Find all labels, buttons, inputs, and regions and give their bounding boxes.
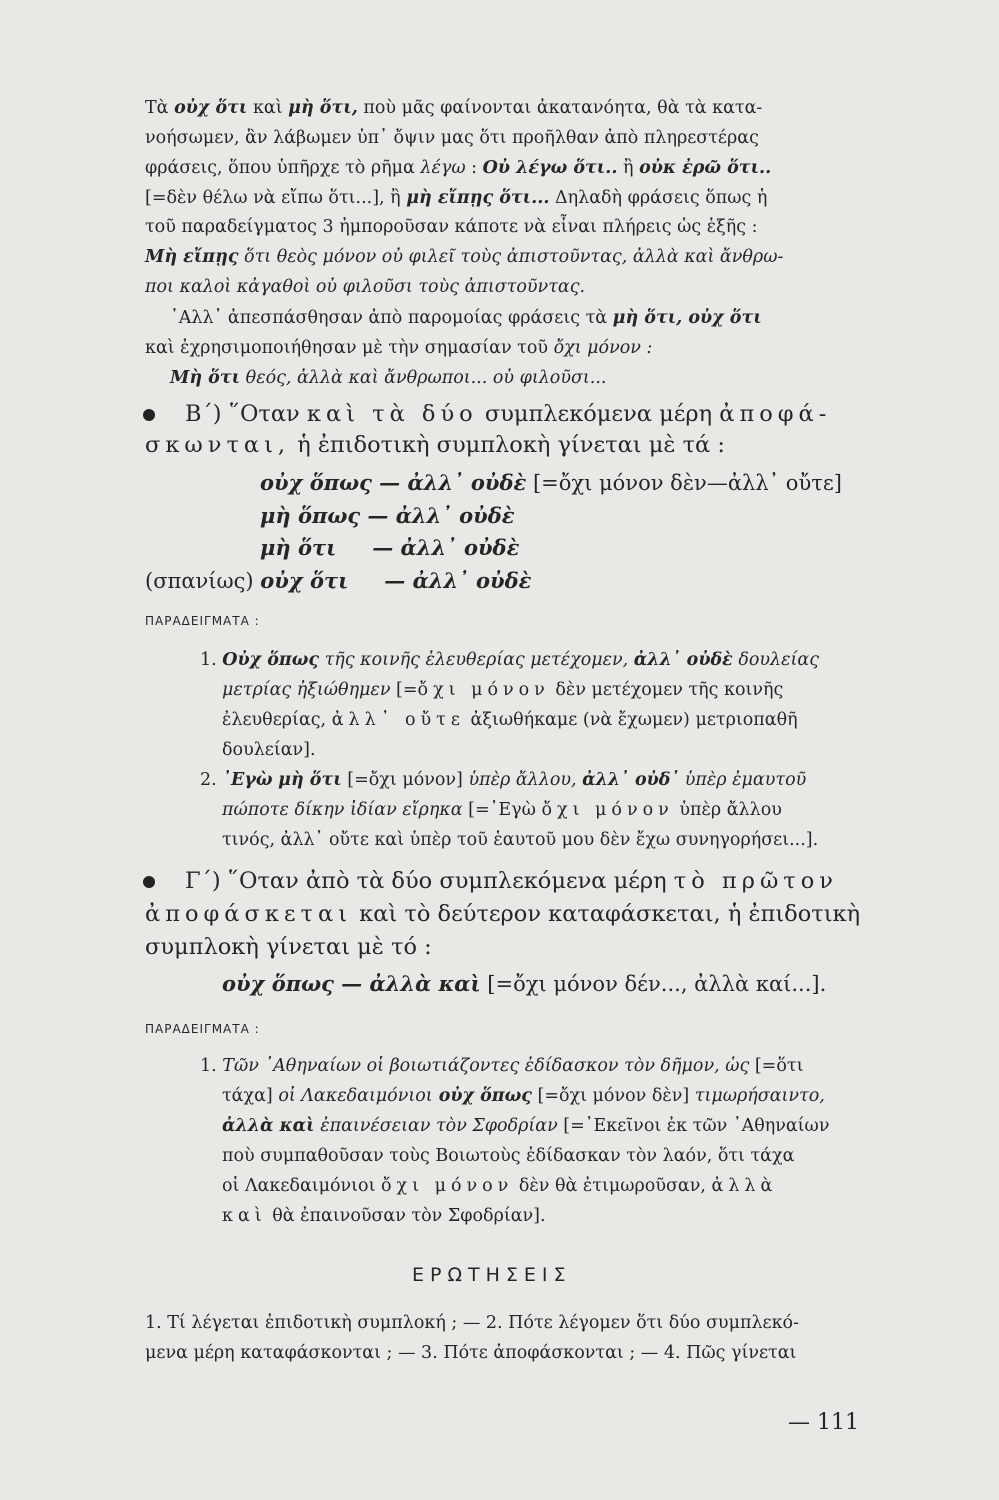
section-b-line-1 bbox=[185, 401, 831, 427]
examples-label-c: ΠΑΡΑΔΕΙΓΜΑΤΑ : bbox=[145, 1022, 260, 1036]
emphasis: μὴ ὅτι bbox=[278, 770, 342, 790]
example-c1-line-2 bbox=[222, 1086, 825, 1106]
text: Τὰ bbox=[145, 98, 175, 118]
emphasis: Μὴ ὅτι bbox=[170, 368, 241, 388]
text: 1. bbox=[200, 1056, 223, 1076]
text: πώποτε δίκην ἰδίαν εἴρηκα bbox=[222, 800, 463, 820]
emphasis: οὐκ ἐρῶ ὅτι.. bbox=[639, 158, 772, 178]
spaced-emphasis: ὄχι μόνον bbox=[381, 1176, 514, 1196]
section-b-line-2 bbox=[145, 432, 725, 458]
text: οἱ Λακεδαιμόνιοι bbox=[278, 1086, 433, 1106]
emphasis: Οὐχ ὅπως bbox=[222, 650, 320, 670]
formula: — ἀλλ᾿ οὐδὲ bbox=[384, 568, 532, 593]
spaced-emphasis: τὸ πρῶτον bbox=[673, 868, 838, 894]
para1-line-7: ποι καλοὶ κἀγαθοὶ οὐ φιλοῦσι τοὺς ἀπιστοῦντας. bbox=[145, 277, 586, 297]
spaced-emphasis: ἀποφάσκεται bbox=[145, 901, 353, 927]
spaced-emphasis: ἀλλ᾿ οὔτε bbox=[331, 710, 465, 730]
para1-line-2: νοήσωμεν, ἂν λάβωμεν ὑπ᾿ ὄψιν μας ὅτι προῆλθαν ἀπὸ πληρεστέρας bbox=[145, 128, 759, 148]
spaced-emphasis: ἀλλὰ bbox=[711, 1176, 778, 1196]
text: Δηλαδὴ φράσεις ὅπως ἡ bbox=[549, 188, 768, 208]
text: 1. bbox=[200, 650, 223, 670]
example-c1-line-1 bbox=[200, 1056, 803, 1076]
example-b1-line-3 bbox=[222, 710, 798, 730]
text: Β΄) ῞Οταν bbox=[185, 401, 307, 427]
text: [= bbox=[390, 680, 418, 700]
text: ὑπὲρ ἄλλου bbox=[673, 800, 782, 820]
formula: οὐχ ὅπως — ἀλλὰ καὶ bbox=[222, 971, 481, 996]
text: τάχα] bbox=[222, 1086, 279, 1106]
section-c-line-1 bbox=[185, 868, 838, 894]
text: καὶ ἐχρησιμοποιήθησαν μὲ τὴν σημασίαν τοῦ bbox=[145, 338, 554, 358]
example-b2-line-2 bbox=[222, 800, 782, 820]
text: δὲν θὰ ἐτιμωροῦσαν, bbox=[513, 1176, 712, 1196]
emphasis: ἀλλ᾿ οὐδ᾿ bbox=[582, 770, 680, 790]
example-c1-line-5 bbox=[222, 1176, 777, 1196]
text: τῆς κοινῆς ἐλευθερίας μετέχομεν, bbox=[319, 650, 634, 670]
formula-b-1 bbox=[260, 470, 842, 495]
text: ὑπὲρ ἐμαυτοῦ bbox=[679, 770, 807, 790]
para1-line-4 bbox=[145, 188, 767, 208]
formula: — ἀλλ᾿ οὐδὲ bbox=[372, 535, 520, 560]
page-number: — 111 bbox=[788, 1410, 859, 1435]
example-b1-line-2 bbox=[222, 680, 783, 700]
formula: οὐχ ὅπως — ἀλλ᾿ οὐδὲ bbox=[260, 470, 527, 495]
text: τιμωρήσαιντο, bbox=[694, 1086, 825, 1106]
bullet-icon bbox=[143, 876, 155, 888]
text: ἡ ἐπιδοτικὴ συμπλοκὴ γίνεται μὲ τά : bbox=[290, 432, 725, 458]
examples-label-b: ΠΑΡΑΔΕΙΓΜΑΤΑ : bbox=[145, 614, 260, 628]
formula: οὐχ ὅτι bbox=[260, 568, 349, 593]
text: [=ὄχι μόνον δὲν] bbox=[531, 1086, 695, 1106]
text: θεός, ἀλλὰ καὶ ἄνθρωποι... οὐ φιλοῦσι... bbox=[240, 368, 607, 388]
formula-b-2: μὴ ὅπως — ἀλλ᾿ οὐδὲ bbox=[260, 503, 515, 528]
text: (σπανίως) bbox=[145, 569, 261, 593]
text: [=᾿Εκεῖνοι ἐκ τῶν ᾿Αθηναίων bbox=[557, 1116, 830, 1136]
gloss: [=ὄχι μόνον δέν..., ἀλλὰ καί...]. bbox=[480, 972, 827, 996]
section-c-line-3: συμπλοκὴ γίνεται μὲ τό : bbox=[145, 934, 432, 960]
text: καὶ bbox=[247, 98, 289, 118]
text: ἀξιωθήκαμε (νὰ ἔχωμεν) μετριοπαθῆ bbox=[464, 710, 798, 730]
text: [=ὅτι bbox=[749, 1056, 804, 1076]
emphasis: οὐχ ὅπως bbox=[432, 1086, 532, 1106]
questions-line-2: μενα μέρη καταφάσκονται ; — 3. Πότε ἀποφάσκονται ; — 4. Πῶς γίνεται bbox=[145, 1343, 797, 1363]
spaced-emphasis: καὶ bbox=[222, 1206, 267, 1226]
emphasis: Οὐ λέγω ὅτι.. bbox=[482, 158, 618, 178]
para2-line-3 bbox=[170, 368, 606, 388]
text: ὅτι θεὸς μόνον οὐ φιλεῖ τοὺς ἀπιστοῦντας, ἀλλὰ καὶ ἄνθρω- bbox=[238, 247, 784, 267]
text: μετρίας ἠξιώθημεν bbox=[222, 680, 391, 700]
section-c-line-2 bbox=[145, 901, 860, 927]
spaced-emphasis: καὶ τὰ δύο bbox=[306, 401, 478, 427]
emphasis: μὴ ὅτι, οὐχ ὅτι bbox=[612, 308, 762, 328]
example-c1-line-4: ποὺ συμπαθοῦσαν τοὺς Βοιωτοὺς ἐδίδασκαν τὸν λαόν, ὅτι τάχα bbox=[222, 1146, 795, 1166]
emphasis: μὴ εἴπῃς ὅτι... bbox=[406, 188, 550, 208]
text: θὰ ἐπαινοῦσαν τὸν Σφοδρίαν]. bbox=[266, 1206, 546, 1226]
emphasis: Μὴ εἴπῃς bbox=[145, 247, 239, 267]
text: ὑπὲρ ἄλλου, bbox=[468, 770, 583, 790]
bullet-icon bbox=[143, 409, 155, 421]
example-c1-line-3 bbox=[222, 1116, 829, 1136]
text: ἐπαινέσειαν τὸν Σφοδρίαν bbox=[314, 1116, 558, 1136]
questions-line-1: 1. Τί λέγεται ἐπιδοτικὴ συμπλοκή ; — 2. Πότε λέγομεν ὅτι δύο συμπλεκό- bbox=[145, 1313, 799, 1333]
text: ἢ bbox=[617, 158, 640, 178]
example-c1-line-6 bbox=[222, 1206, 546, 1226]
text: Γ΄) ῞Οταν ἀπὸ τὰ δύο συμπλεκόμενα μέρη bbox=[185, 868, 674, 894]
formula-c-1 bbox=[222, 971, 826, 996]
example-b2-line-3: τινός, ἀλλ᾿ οὔτε καὶ ὑπὲρ τοῦ ἑαυτοῦ μου δὲν ἔχω συνηγορήσει...]. bbox=[222, 830, 819, 850]
para2-line-1 bbox=[170, 308, 762, 328]
text: Τῶν ᾿Αθηναίων οἱ βοιωτιάζοντες ἐδίδασκον τὸν δῆμον, ὡς bbox=[222, 1056, 750, 1076]
emphasis: οὐχ ὅτι bbox=[174, 98, 248, 118]
para1-line-3 bbox=[145, 158, 771, 178]
example-b1-line-4: δουλείαν]. bbox=[222, 740, 316, 760]
emphasis: ὄχι μόνον : bbox=[553, 338, 653, 358]
spaced-emphasis: ὄχι μόνον bbox=[541, 800, 674, 820]
spaced-emphasis: ὄχι μόνον bbox=[417, 680, 550, 700]
questions-heading: ΕΡΩΤΗΣΕΙΣ bbox=[412, 1264, 572, 1286]
example-b2-line-1 bbox=[200, 770, 806, 790]
text: δουλείας bbox=[732, 650, 820, 670]
text: οἱ Λακεδαιμόνιοι bbox=[222, 1176, 382, 1196]
gloss: [=ὄχι μόνον δὲν—ἀλλ᾿ οὔτε] bbox=[526, 471, 842, 495]
text: : bbox=[465, 158, 483, 178]
spaced-emphasis: σκωνται, bbox=[145, 432, 291, 458]
text: φράσεις, ὅπου ὑπῆρχε τὸ ρῆμα bbox=[145, 158, 421, 178]
text: ᾿Αλλ᾿ ἀπεσπάσθησαν ἀπὸ παρομοίας φράσεις τὰ bbox=[170, 308, 613, 328]
text: [=᾿Εγὼ bbox=[462, 800, 542, 820]
text: δὲν μετέχομεν τῆς κοινῆς bbox=[549, 680, 784, 700]
para2-line-2 bbox=[145, 338, 652, 358]
emphasis: ἀλλ᾿ οὐδὲ bbox=[633, 650, 733, 670]
text: [=ὄχι μόνον] bbox=[341, 770, 469, 790]
text: συμπλεκόμενα μέρη bbox=[477, 401, 720, 427]
text: ἐλευθερίας, bbox=[222, 710, 332, 730]
text: 2. bbox=[200, 770, 223, 790]
para1-line-6 bbox=[145, 247, 783, 267]
emphasis: ᾿Εγὼ bbox=[222, 770, 273, 790]
formula: μὴ ὅτι bbox=[260, 535, 337, 560]
formula-b-3 bbox=[260, 535, 519, 560]
emphasis: μὴ ὅτι, bbox=[288, 98, 358, 118]
para1-line-1 bbox=[145, 98, 762, 118]
example-b1-line-1 bbox=[200, 650, 819, 670]
emphasis: λέγω bbox=[420, 158, 466, 178]
text: καὶ τὸ δεύτερον καταφάσκεται, ἡ ἐπιδοτικὴ bbox=[352, 901, 861, 927]
text: [=δὲν θέλω νὰ εἴπω ὅτι...], ἢ bbox=[145, 188, 407, 208]
para1-line-5: τοῦ παραδείγματος 3 ἠμποροῦσαν κάποτε νὰ εἶναι πλήρεις ὡς ἑξῆς : bbox=[145, 217, 758, 237]
spaced-emphasis: ἀποφά- bbox=[719, 401, 832, 427]
formula-b-4 bbox=[145, 568, 531, 593]
text: ποὺ μᾶς φαίνονται ἀκατανόητα, θὰ τὰ κατα- bbox=[357, 98, 763, 118]
emphasis: ἀλλὰ καὶ bbox=[222, 1116, 315, 1136]
